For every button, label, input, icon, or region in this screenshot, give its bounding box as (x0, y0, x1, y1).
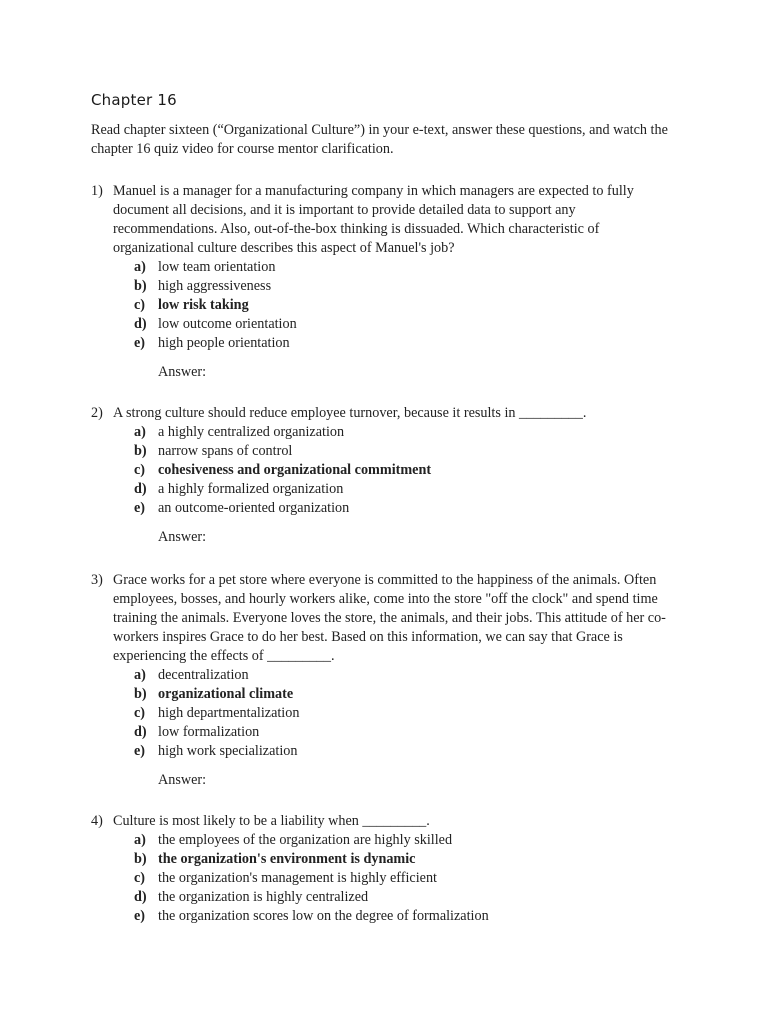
choice-text: low outcome orientation (158, 316, 297, 332)
choice-c-correct (91, 296, 681, 315)
choice-e (91, 334, 681, 353)
choice-letter: e) (134, 908, 146, 924)
choice-letter: d) (134, 316, 147, 332)
choice-d (91, 480, 681, 499)
choice-letter: d) (134, 889, 147, 905)
question-number: 4) (91, 813, 103, 829)
choice-letter: e) (134, 500, 146, 516)
choice-b (91, 442, 681, 461)
choice-text: organizational climate (158, 686, 294, 702)
choice-e (91, 742, 681, 761)
choice-text: the organization's environment is dynamic (158, 851, 416, 867)
question-2 (91, 404, 681, 547)
choice-b-correct (91, 850, 681, 869)
choice-list (91, 831, 681, 926)
choice-text: a highly centralized organization (158, 424, 345, 440)
choice-letter: c) (134, 462, 146, 478)
choice-d (91, 315, 681, 334)
choice-text: the organization's management is highly efficient (158, 870, 438, 886)
question-3 (91, 571, 681, 790)
choice-a (91, 258, 681, 277)
question-number: 2) (91, 405, 103, 421)
question-text: A strong culture should reduce employee turnover, because it results in _________. (113, 405, 587, 421)
choice-letter: e) (134, 743, 146, 759)
intro-paragraph: Read chapter sixteen (“Organizational Culture”) in your e-text, answer these questions, and watch the chapter 16 quiz video for course mentor clarification. (91, 122, 668, 157)
question-text: Grace works for a pet store where everyone is committed to the happiness of the animals. Often employees, bosses, and hourly workers alike, come into the store "off the clock" and spend time training the animals. Everyone loves the store, the animals, and their jobs. This attitude of her co-workers inspires Grace to do her best. Based on this information, we can say that Grace is experiencing the effects of _________. (113, 572, 666, 664)
choice-a (91, 666, 681, 685)
choice-text: low risk taking (158, 297, 249, 313)
choice-text: high people orientation (158, 335, 290, 351)
choice-letter: b) (134, 686, 147, 702)
choice-c (91, 869, 681, 888)
choice-text: low team orientation (158, 259, 276, 275)
choice-text: cohesiveness and organizational commitment (158, 462, 432, 478)
choice-text: the employees of the organization are highly skilled (158, 832, 453, 848)
choice-c-correct (91, 461, 681, 480)
choice-letter: c) (134, 705, 146, 721)
choice-letter: b) (134, 278, 147, 294)
question-4 (91, 812, 681, 926)
choice-text: high departmentalization (158, 705, 300, 721)
choice-text: high work specialization (158, 743, 298, 759)
choice-a (91, 831, 681, 850)
choice-letter: b) (134, 443, 147, 459)
choice-c (91, 704, 681, 723)
choice-text: the organization scores low on the degree of formalization (158, 908, 489, 924)
choice-list (91, 258, 681, 353)
choice-text: high aggressiveness (158, 278, 272, 294)
question-number: 3) (91, 572, 103, 588)
choice-letter: d) (134, 481, 147, 497)
choice-e (91, 907, 681, 926)
question-1 (91, 182, 681, 382)
choice-e (91, 499, 681, 518)
choice-text: a highly formalized organization (158, 481, 344, 497)
choice-b-correct (91, 685, 681, 704)
choice-text: an outcome-oriented organization (158, 500, 350, 516)
choice-b (91, 277, 681, 296)
question-text: Manuel is a manager for a manufacturing company in which managers are expected to fully document all decisions, and it is important to provide detailed data to support any recommendations. Also, out-of-the-box thinking is dissuaded. Which characteristic of organizational culture describes this aspect of Manuel's job? (113, 183, 634, 256)
answer-label: Answer: (158, 529, 207, 545)
choice-letter: d) (134, 724, 147, 740)
page-title: Chapter 16 (91, 91, 177, 109)
choice-text: low formalization (158, 724, 260, 740)
choice-letter: a) (134, 424, 146, 440)
choice-letter: a) (134, 259, 146, 275)
choice-a (91, 423, 681, 442)
choice-text: narrow spans of control (158, 443, 293, 459)
choice-letter: e) (134, 335, 146, 351)
question-text: Culture is most likely to be a liability when _________. (113, 813, 430, 829)
answer-label: Answer: (158, 364, 207, 380)
choice-letter: c) (134, 870, 146, 886)
choice-letter: a) (134, 667, 146, 683)
question-number: 1) (91, 183, 103, 199)
choice-text: the organization is highly centralized (158, 889, 369, 905)
choice-d (91, 888, 681, 907)
choice-letter: b) (134, 851, 147, 867)
answer-label: Answer: (158, 772, 207, 788)
choice-letter: c) (134, 297, 146, 313)
choice-letter: a) (134, 832, 146, 848)
choice-d (91, 723, 681, 742)
choice-list (91, 666, 681, 761)
choice-text: decentralization (158, 667, 249, 683)
choice-list (91, 423, 681, 518)
